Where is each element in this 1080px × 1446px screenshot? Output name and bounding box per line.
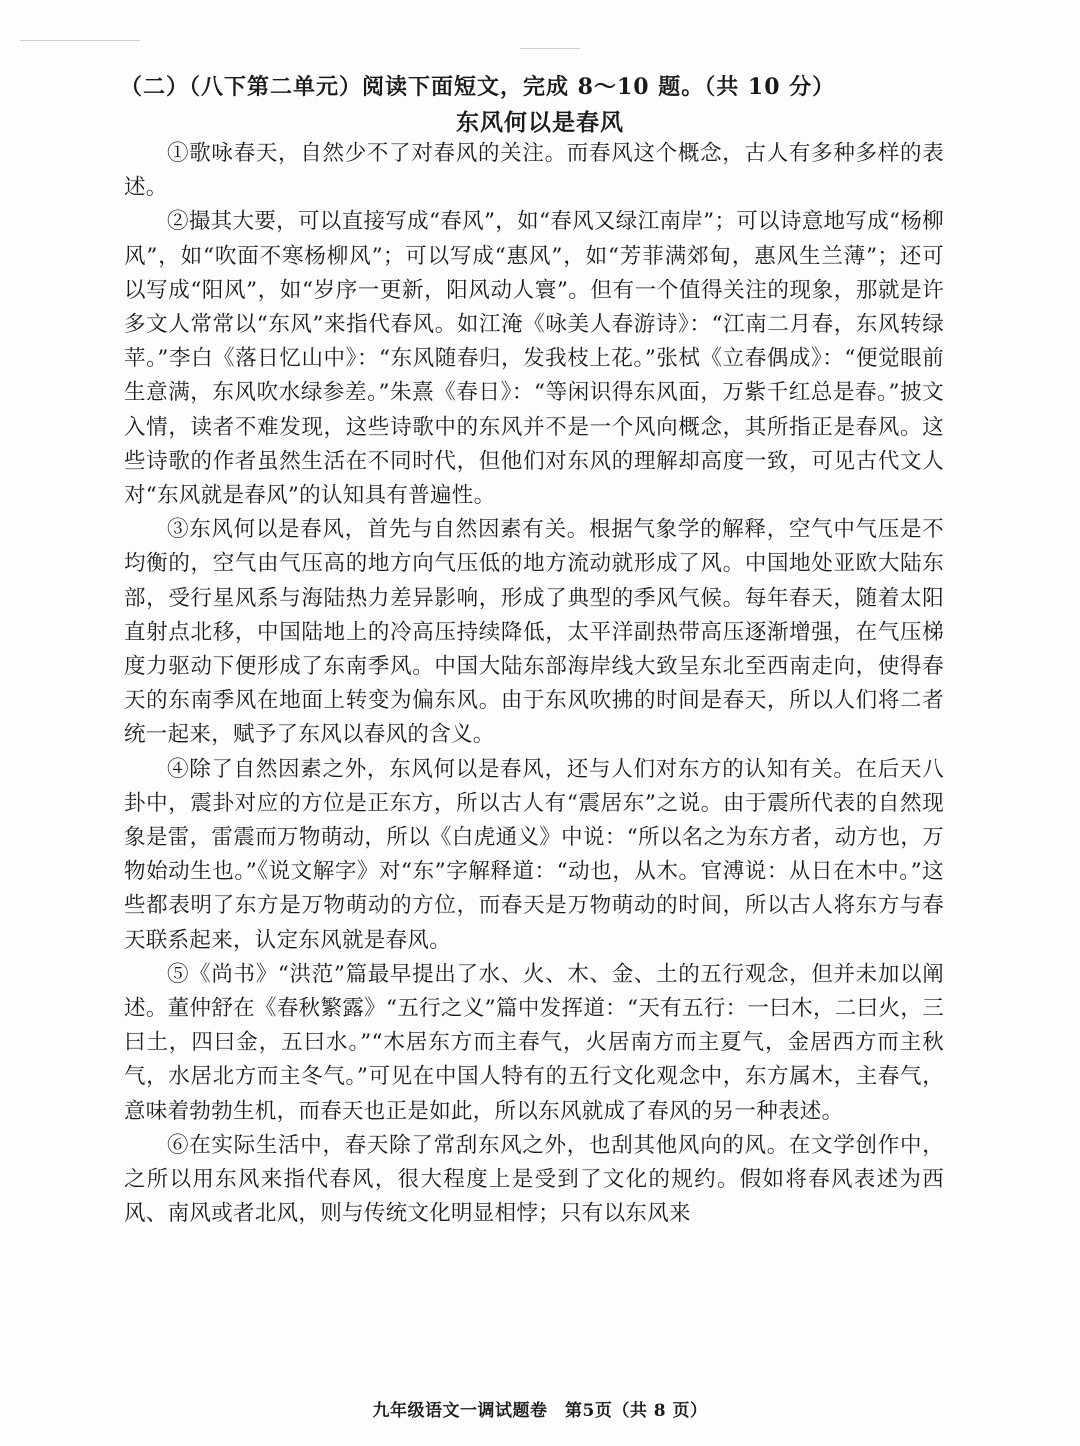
paragraph-4: ④除了自然因素之外，东风何以是春风，还与人们对东方的认知有关。在后天八卦中，震卦对应的方位是正东方，所以古人有“震居东”之说。由于震所代表的自然现象是雷，雷震而万物萌动，所以《白虎通义》中说：“所以名之为东方者，动方也，万物始动生也。”《说文解字》对“东”字解释道：“动也，从木。官溥说：从日在木中。”这些都表明了东方是万物萌动的方位，而春天是万物萌动的时间，所以古人将东方与春天联系起来，认定东风就是春风。: [124, 756, 944, 953]
paragraph-1: ①歌咏春天，自然少不了对春风的关注。而春风这个概念，古人有多种多样的表述。: [124, 141, 944, 201]
paragraph-5: ⑤《尚书》“洪范”篇最早提出了水、火、木、金、土的五行观念，但并未加以阐述。董仲舒在《春秋繁露》“五行之义”篇中发挥道：“天有五行：一曰木，二曰火，三曰土，四曰金，五曰水。”“木居东方而主春气，火居南方而主夏气，金居西方而主秋气，水居北方而主冬气。”可见在中国人特有的五行文化观念中，东方属木，主春气，意味着勃勃生机，而春天也正是如此，所以东风就成了春风的另一种表述。: [124, 961, 944, 1124]
paragraph-3: ③东风何以是春风，首先与自然因素有关。根据气象学的解释，空气中气压是不均衡的，空气由气压高的地方向气压低的地方流动就形成了风。中国地处亚欧大陆东部，受行星风系与海陆热力差异影响，形成了典型的季风气候。每年春天，随着太阳直射点北移，中国陆地上的冷高压持续降低，太平洋副热带高压逐渐增强，在气压梯度力驱动下便形成了东南季风。中国大陆东部海岸线大致呈东北至西南走向，使得春天的东南季风在地面上转变为偏东风。由于东风吹拂的时间是春天，所以人们将二者统一起来，赋予了东风以春风的含义。: [124, 517, 944, 748]
scan-edge-mark: [520, 48, 580, 49]
question-instruction: （二）（八下第二单元）阅读下面短文，完成 8～10 题。（共 10 分）: [120, 74, 836, 100]
scan-edge-mark: [20, 40, 140, 41]
paragraph-2: ②撮其大要，可以直接写成“春风”，如“春风又绿江南岸”；可以诗意地写成“杨柳风”，如“吹面不寒杨柳风”；可以写成“惠风”，如“芳菲满郊甸，惠风生兰薄”；还可以写成“阳风”，如“岁序一更新，阳风动人寰”。但有一个值得关注的现象，那就是许多文人常常以“东风”来指代春风。如江淹《咏美人春游诗》：“江南二月春，东风转绿苹。”李白《落日忆山中》：“东风随春归，发我枝上花。”张栻《立春偶成》：“便觉眼前生意满，东风吹水绿参差。”朱熹《春日》：“等闲识得东风面，万紫千红总是春。”披文入情，读者不难发现，这些诗歌中的东风并不是一个风向概念，其所指正是春风。这些诗歌的作者虽然生活在不同时代，但他们对东风的理解却高度一致，可见古代文人对“东风就是春风”的认知具有普遍性。: [124, 209, 944, 509]
page-footer: 九年级语文一调试题卷 第5页（共 8 页）: [372, 1401, 708, 1421]
paragraph-6: ⑥在实际生活中，春天除了常刮东风之外，也刮其他风向的风。在文学创作中，之所以用东风来指代春风，很大程度上是受到了文化的规约。假如将春风表述为西风、南风或者北风，则与传统文化明显相悖；只有以东风来: [124, 1132, 944, 1227]
article-title: 东风何以是春风: [456, 109, 624, 136]
article-body: [124, 137, 944, 1232]
